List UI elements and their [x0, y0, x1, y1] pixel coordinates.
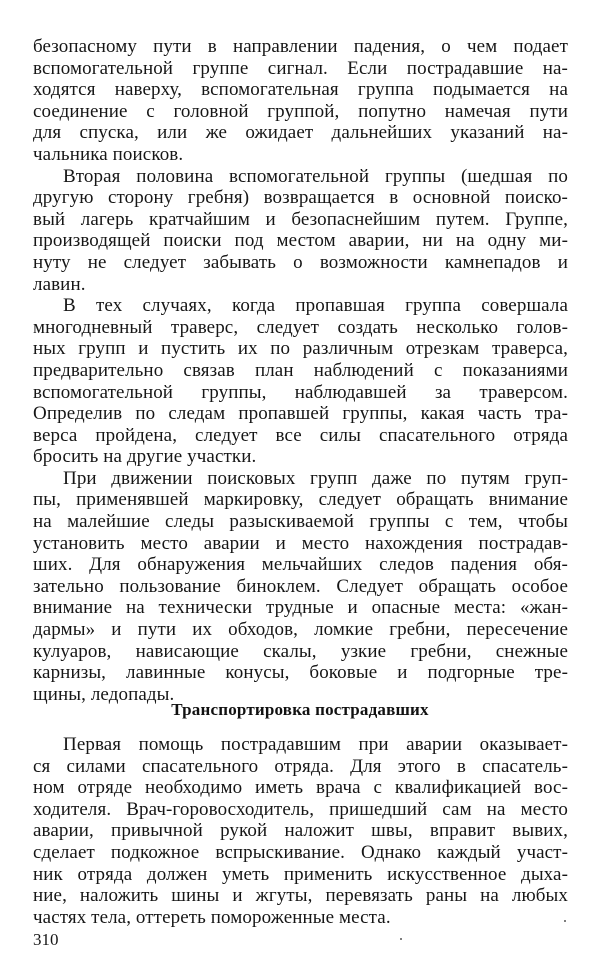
- text-line: лавин.: [33, 273, 86, 295]
- text-line: чальника поисков.: [33, 143, 184, 165]
- body-text-lower: [33, 734, 568, 928]
- scan-speck: [564, 920, 566, 922]
- text-line: зательно пользование биноклем. Следует обращать особое: [33, 575, 568, 597]
- text-line: Первая помощь пострадавшим при аварии оказывает-: [63, 734, 568, 755]
- paragraph-2: [33, 166, 568, 296]
- text-line: ходятся наверху, вспомогательная группа подымается на: [33, 79, 568, 101]
- text-line: другую сторону гребня) возвращается в основной поиско-: [33, 187, 568, 209]
- page-number: 310: [33, 930, 59, 949]
- text-line: аварии, привычной рукой наложит швы, вправит вывих,: [33, 820, 568, 842]
- text-line: многодневный траверс, следует создать несколько голов-: [33, 316, 568, 338]
- text-line: вспомогательной группы, наблюдавшей за траверсом.: [33, 381, 568, 403]
- text-line: ходителя. Врач-горовосходитель, пришедший сам на место: [33, 798, 568, 820]
- paragraph-5: [33, 734, 568, 928]
- text-line: ном отряде необходимо иметь врача с квалификацией вос-: [33, 777, 568, 799]
- section-heading: Транспортировка пострадавших: [171, 700, 429, 719]
- text-line: нуту не следует забывать о возможности камнепадов и: [33, 251, 568, 273]
- text-line: ных групп и пустить их по различным отрезкам траверса,: [33, 338, 568, 360]
- text-line: частях тела, оттереть помороженные места.: [33, 906, 391, 928]
- text-line: кулуаров, нависающие скалы, узкие гребни, снежные: [33, 640, 568, 662]
- text-line: Вторая половина вспомогательной группы (шедшая по: [63, 165, 568, 187]
- text-line: безопасному пути в направлении падения, о чем подает: [33, 36, 568, 57]
- text-line: При движении поисковых групп даже по путям груп-: [63, 467, 568, 489]
- text-line: бросить на другие участки.: [33, 446, 257, 468]
- text-line: соединение с головной группой, попутно намечая пути: [33, 100, 568, 122]
- text-line: для спуска, или же ожидает дальнейших указаний на-: [33, 122, 568, 144]
- text-line: предварительно связав план наблюдений с показаниями: [33, 359, 568, 381]
- body-text-upper: [33, 36, 568, 705]
- text-line: вый лагерь кратчайшим и безопаснейшим путем. Группе,: [33, 208, 568, 230]
- paragraph-3: [33, 295, 568, 468]
- paragraph-4: [33, 468, 568, 706]
- text-line: карнизы, лавинные конусы, боковые и подгорные тре-: [33, 662, 568, 684]
- text-line: ник отряда должен уметь применить искусственное дыха-: [33, 863, 568, 885]
- text-line: сделает подкожное вспрыскивание. Однако каждый участ-: [33, 841, 568, 863]
- paragraph-1: [33, 36, 568, 166]
- text-line: верса пройдена, следует все силы спасательного отряда: [33, 424, 568, 446]
- text-line: ших. Для обнаружения мельчайших следов падения обя-: [33, 554, 568, 576]
- text-line: дармы» и пути их обходов, ломкие гребни, пересечение: [33, 619, 568, 641]
- text-line: пы, применявшей маркировку, следует обращать внимание: [33, 489, 568, 511]
- text-line: установить место аварии и место нахождения пострадав-: [33, 532, 568, 554]
- text-line: ние, наложить шины и жгуты, перевязать раны на любых: [33, 885, 568, 907]
- text-line: на малейшие следы разыскиваемой группы с тем, чтобы: [33, 511, 568, 533]
- scan-speck: [400, 938, 402, 940]
- text-line: щины, ледопады.: [33, 683, 175, 705]
- text-line: производящей поиски под местом аварии, ни на одну ми-: [33, 230, 568, 252]
- text-line: В тех случаях, когда пропавшая группа совершала: [63, 295, 568, 317]
- text-line: вспомогательной группе сигнал. Если пострадавшие на-: [33, 57, 568, 79]
- text-line: Определив по следам пропавшей группы, какая часть тра-: [33, 403, 568, 425]
- text-line: внимание на технически трудные и опасные места: «жан-: [33, 597, 568, 619]
- text-line: ся силами спасательного отряда. Для этого в спасатель-: [33, 755, 568, 777]
